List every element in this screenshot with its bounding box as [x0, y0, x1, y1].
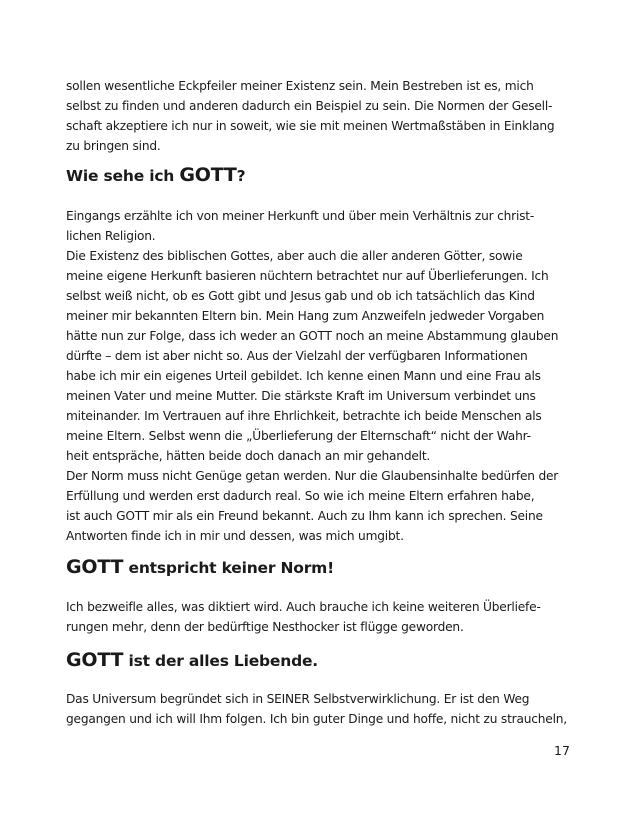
text-line: Erfüllung und werden erst dadurch real. So wie ich meine Eltern erfahren habe, [66, 489, 535, 503]
heading-post: entspricht keiner Norm! [123, 559, 334, 577]
text-line: lichen Religion. [66, 229, 156, 243]
text-line: meine Eltern. Selbst wenn die „Überlieferung der Elternschaft“ nicht der Wahr- [66, 429, 531, 443]
text-line: Der Norm muss nicht Genüge getan werden. Nur die Glaubensinhalte bedürfen der [66, 469, 559, 483]
heading-gott: GOTT [179, 164, 237, 186]
paragraph-herkunft [66, 206, 576, 466]
text-line: gegangen und ich will Ihm folgen. Ich bin guter Dinge und hoffe, nicht zu straucheln, [66, 712, 567, 726]
heading-pre: Wie sehe ich [66, 167, 180, 185]
paragraph-universum [66, 689, 576, 729]
text-line: Das Universum begründet sich in SEINER Selbstverwirklichung. Er ist den Weg [66, 692, 530, 706]
text-line: meiner mir bekannten Eltern bin. Mein Hang zum Anzweifeln jedweder Vorgaben [66, 309, 545, 323]
text-line: sollen wesentliche Eckpfeiler meiner Existenz sein. Mein Bestreben ist es, mich [66, 79, 534, 93]
heading-gott-liebende [66, 649, 318, 671]
text-line: hätte nun zur Folge, dass ich weder an GOTT noch an meine Abstammung glauben [66, 329, 559, 343]
text-line: Eingangs erzählte ich von meiner Herkunft und über mein Verhältnis zur christ- [66, 209, 535, 223]
text-line: ist auch GOTT mir als ein Freund bekannt. Auch zu Ihm kann ich sprechen. Seine [66, 509, 543, 523]
text-line: rungen mehr, denn der bedürftige Nesthocker ist flügge geworden. [66, 620, 464, 634]
text-line: meine eigene Herkunft basieren nüchtern betrachtet nur auf Überlieferungen. Ich [66, 269, 549, 283]
paragraph-zweifel [66, 597, 576, 637]
heading-gott-keine-norm [66, 556, 334, 578]
text-line: miteinander. Im Vertrauen auf ihre Ehrlichkeit, betrachte ich beide Menschen als [66, 409, 542, 423]
text-line: Die Existenz des biblischen Gottes, aber auch die aller anderen Götter, sowie [66, 249, 523, 263]
text-line: meinen Vater und meine Mutter. Die stärkste Kraft im Universum verbindet uns [66, 389, 536, 403]
text-line: heit entspräche, hätten beide doch danach an mir gehandelt. [66, 449, 431, 463]
heading-wie-sehe-ich-gott [66, 164, 245, 186]
heading-gott: GOTT [66, 556, 124, 578]
paragraph-intro [66, 76, 576, 156]
text-line: zu bringen sind. [66, 139, 161, 153]
heading-post: ist der alles Liebende. [123, 652, 318, 670]
heading-gott: GOTT [66, 649, 124, 671]
page-number: 17 [554, 743, 570, 758]
text-line: schaft akzeptiere ich nur in soweit, wie sie mit meinen Wertmaßstäben in Einklang [66, 119, 555, 133]
text-line: Ich bezweifle alles, was diktiert wird. Auch brauche ich keine weiteren Überliefe- [66, 600, 541, 614]
text-line: selbst zu finden und anderen dadurch ein Beispiel zu sein. Die Normen der Gesell- [66, 99, 553, 113]
text-line: selbst weiß nicht, ob es Gott gibt und Jesus gab und ob ich tatsächlich das Kind [66, 289, 535, 303]
text-line: Antworten finde ich in mir und dessen, was mich umgibt. [66, 529, 404, 543]
text-line: habe ich mir ein eigenes Urteil gebildet. Ich kenne einen Mann und eine Frau als [66, 369, 541, 383]
paragraph-norm [66, 466, 576, 546]
text-line: dürfte – dem ist aber nicht so. Aus der Vielzahl der verfügbaren Informationen [66, 349, 528, 363]
heading-post: ? [236, 167, 246, 185]
